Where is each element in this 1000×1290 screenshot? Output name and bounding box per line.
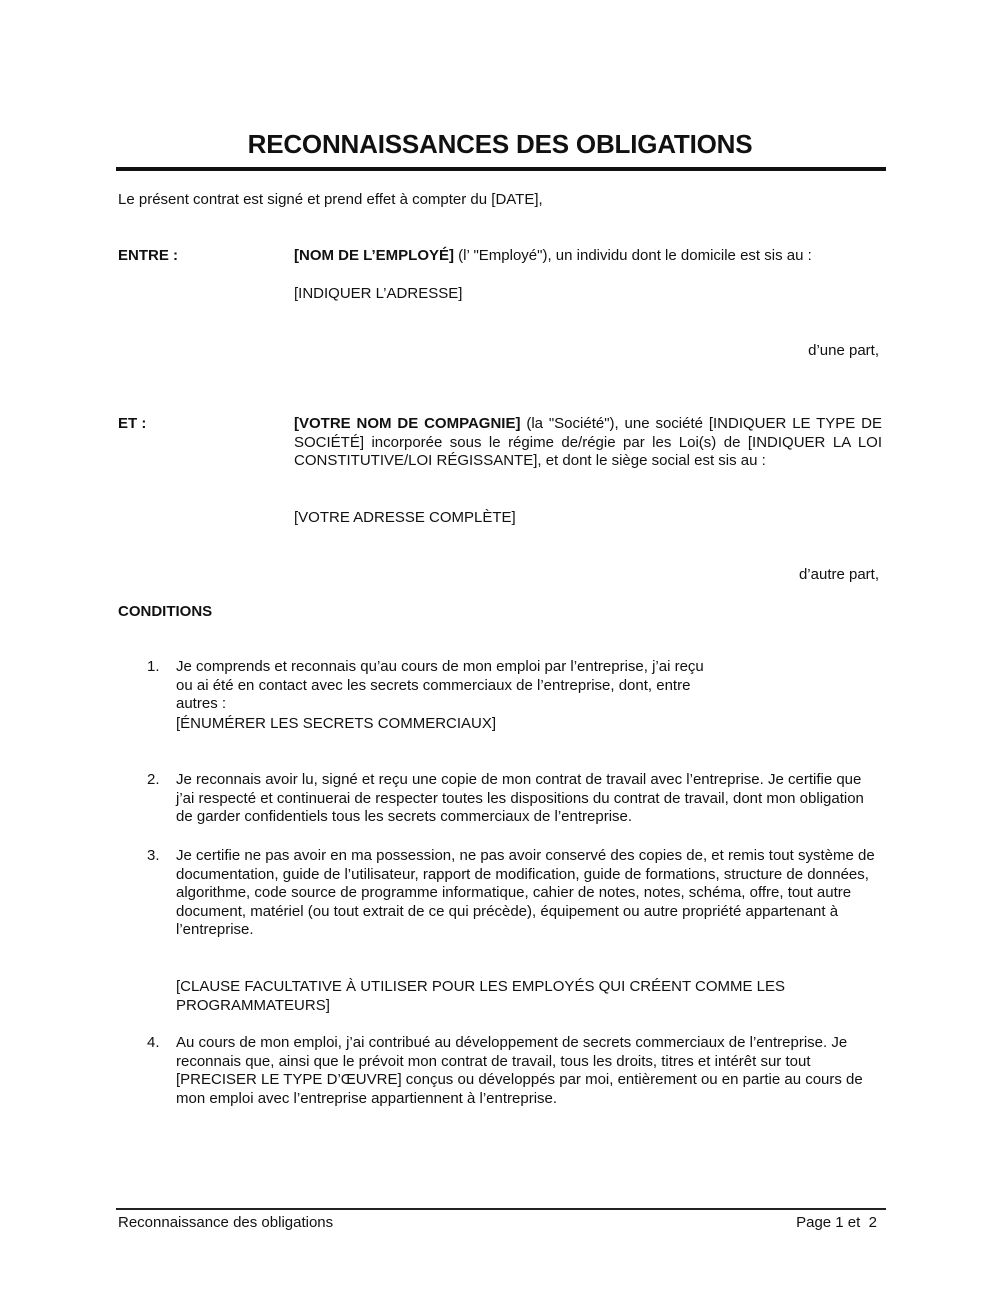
employee-description: (l’ "Employé"), un individu dont le domicile est sis au :	[454, 247, 812, 264]
footer-divider	[116, 1208, 886, 1210]
condition-number: 1.	[147, 658, 160, 675]
condition-item-1-text: Je comprends et reconnais qu’au cours de mon emploi par l’entreprise, j’ai reçu ou ai été en contact avec les secrets commerciaux de l’entreprise, dont, entre autres :	[176, 658, 704, 713]
document-title: RECONNAISSANCES DES OBLIGATIONS	[247, 129, 753, 159]
condition-item-3-text: Je certifie ne pas avoir en ma possession, ne pas avoir conservé des copies de, et remis tout système de documentation, guide de l’utilisateur, rapport de modification, guide de formations, structure de données, algorithme, code source de programme informatique, cahier de notes, notes, schéma, offre, tout autre document, matériel (ou tout extrait de ce qui précède), équipement ou autre propriété appartenant à l’entreprise.	[176, 847, 875, 939]
party-company-block	[294, 415, 882, 471]
conditions-heading: CONDITIONS	[118, 603, 213, 620]
title-divider	[116, 167, 886, 171]
employee-name-placeholder: [NOM DE L’EMPLOYÉ]	[294, 247, 455, 264]
party-label-et: ET :	[118, 415, 147, 432]
condition-item-2-text: Je reconnais avoir lu, signé et reçu une copie de mon contrat de travail avec l’entreprise. Je certifie que j’ai respecté et continuerai de respecter toutes les dispositions du contrat de travail, dont mon obligation de garder confidentiels tous les secrets commerciaux de l’entreprise.	[176, 771, 864, 826]
condition-number: 2.	[147, 771, 160, 788]
optional-clause-note: [CLAUSE FACULTATIVE À UTILISER POUR LES EMPLOYÉS QUI CRÉENT COMME LES PROGRAMMATEURS]	[176, 978, 786, 1014]
condition-item-4-text: Au cours de mon emploi, j’ai contribué au développement de secrets commerciaux de l’entreprise. Je reconnais que, ainsi que le prévoit mon contrat de travail, tous les droits, titres et intérêt sur tout [PRECISER LE TYPE D’ŒUVRE] conçus ou développés par moi, entièrement ou en partie au cours de mon emploi avec l’entreprise appartiennent à l’entreprise.	[176, 1034, 863, 1107]
condition-number: 4.	[147, 1034, 160, 1051]
party-closing-une-part: d’une part,	[808, 342, 879, 359]
party-closing-autre-part: d’autre part,	[798, 566, 879, 583]
company-description: (la "Société"), une société [INDIQUER LE TYPE DE SOCIÉTÉ] incorporée sous le régime de/régie par les Loi(s) de [INDIQUER LA LOI CONSTITUTIVE/LOI RÉGISSANTE], et dont le siège social est sis au :	[294, 415, 882, 470]
employee-address-placeholder: [INDIQUER L’ADRESSE]	[294, 285, 463, 302]
trade-secrets-placeholder: [ÉNUMÉRER LES SECRETS COMMERCIAUX]	[176, 715, 497, 732]
footer-page-number: Page 1 et 2	[796, 1214, 877, 1231]
company-address-placeholder: [VOTRE ADRESSE COMPLÈTE]	[294, 509, 516, 526]
party-employee-line	[294, 247, 812, 266]
intro-text: Le présent contrat est signé et prend effet à compter du [DATE],	[118, 191, 543, 208]
party-label-entre: ENTRE :	[118, 247, 178, 264]
company-name-placeholder: [VOTRE NOM DE COMPAGNIE]	[294, 415, 521, 432]
footer-document-name: Reconnaissance des obligations	[118, 1214, 334, 1231]
condition-number: 3.	[147, 847, 160, 864]
